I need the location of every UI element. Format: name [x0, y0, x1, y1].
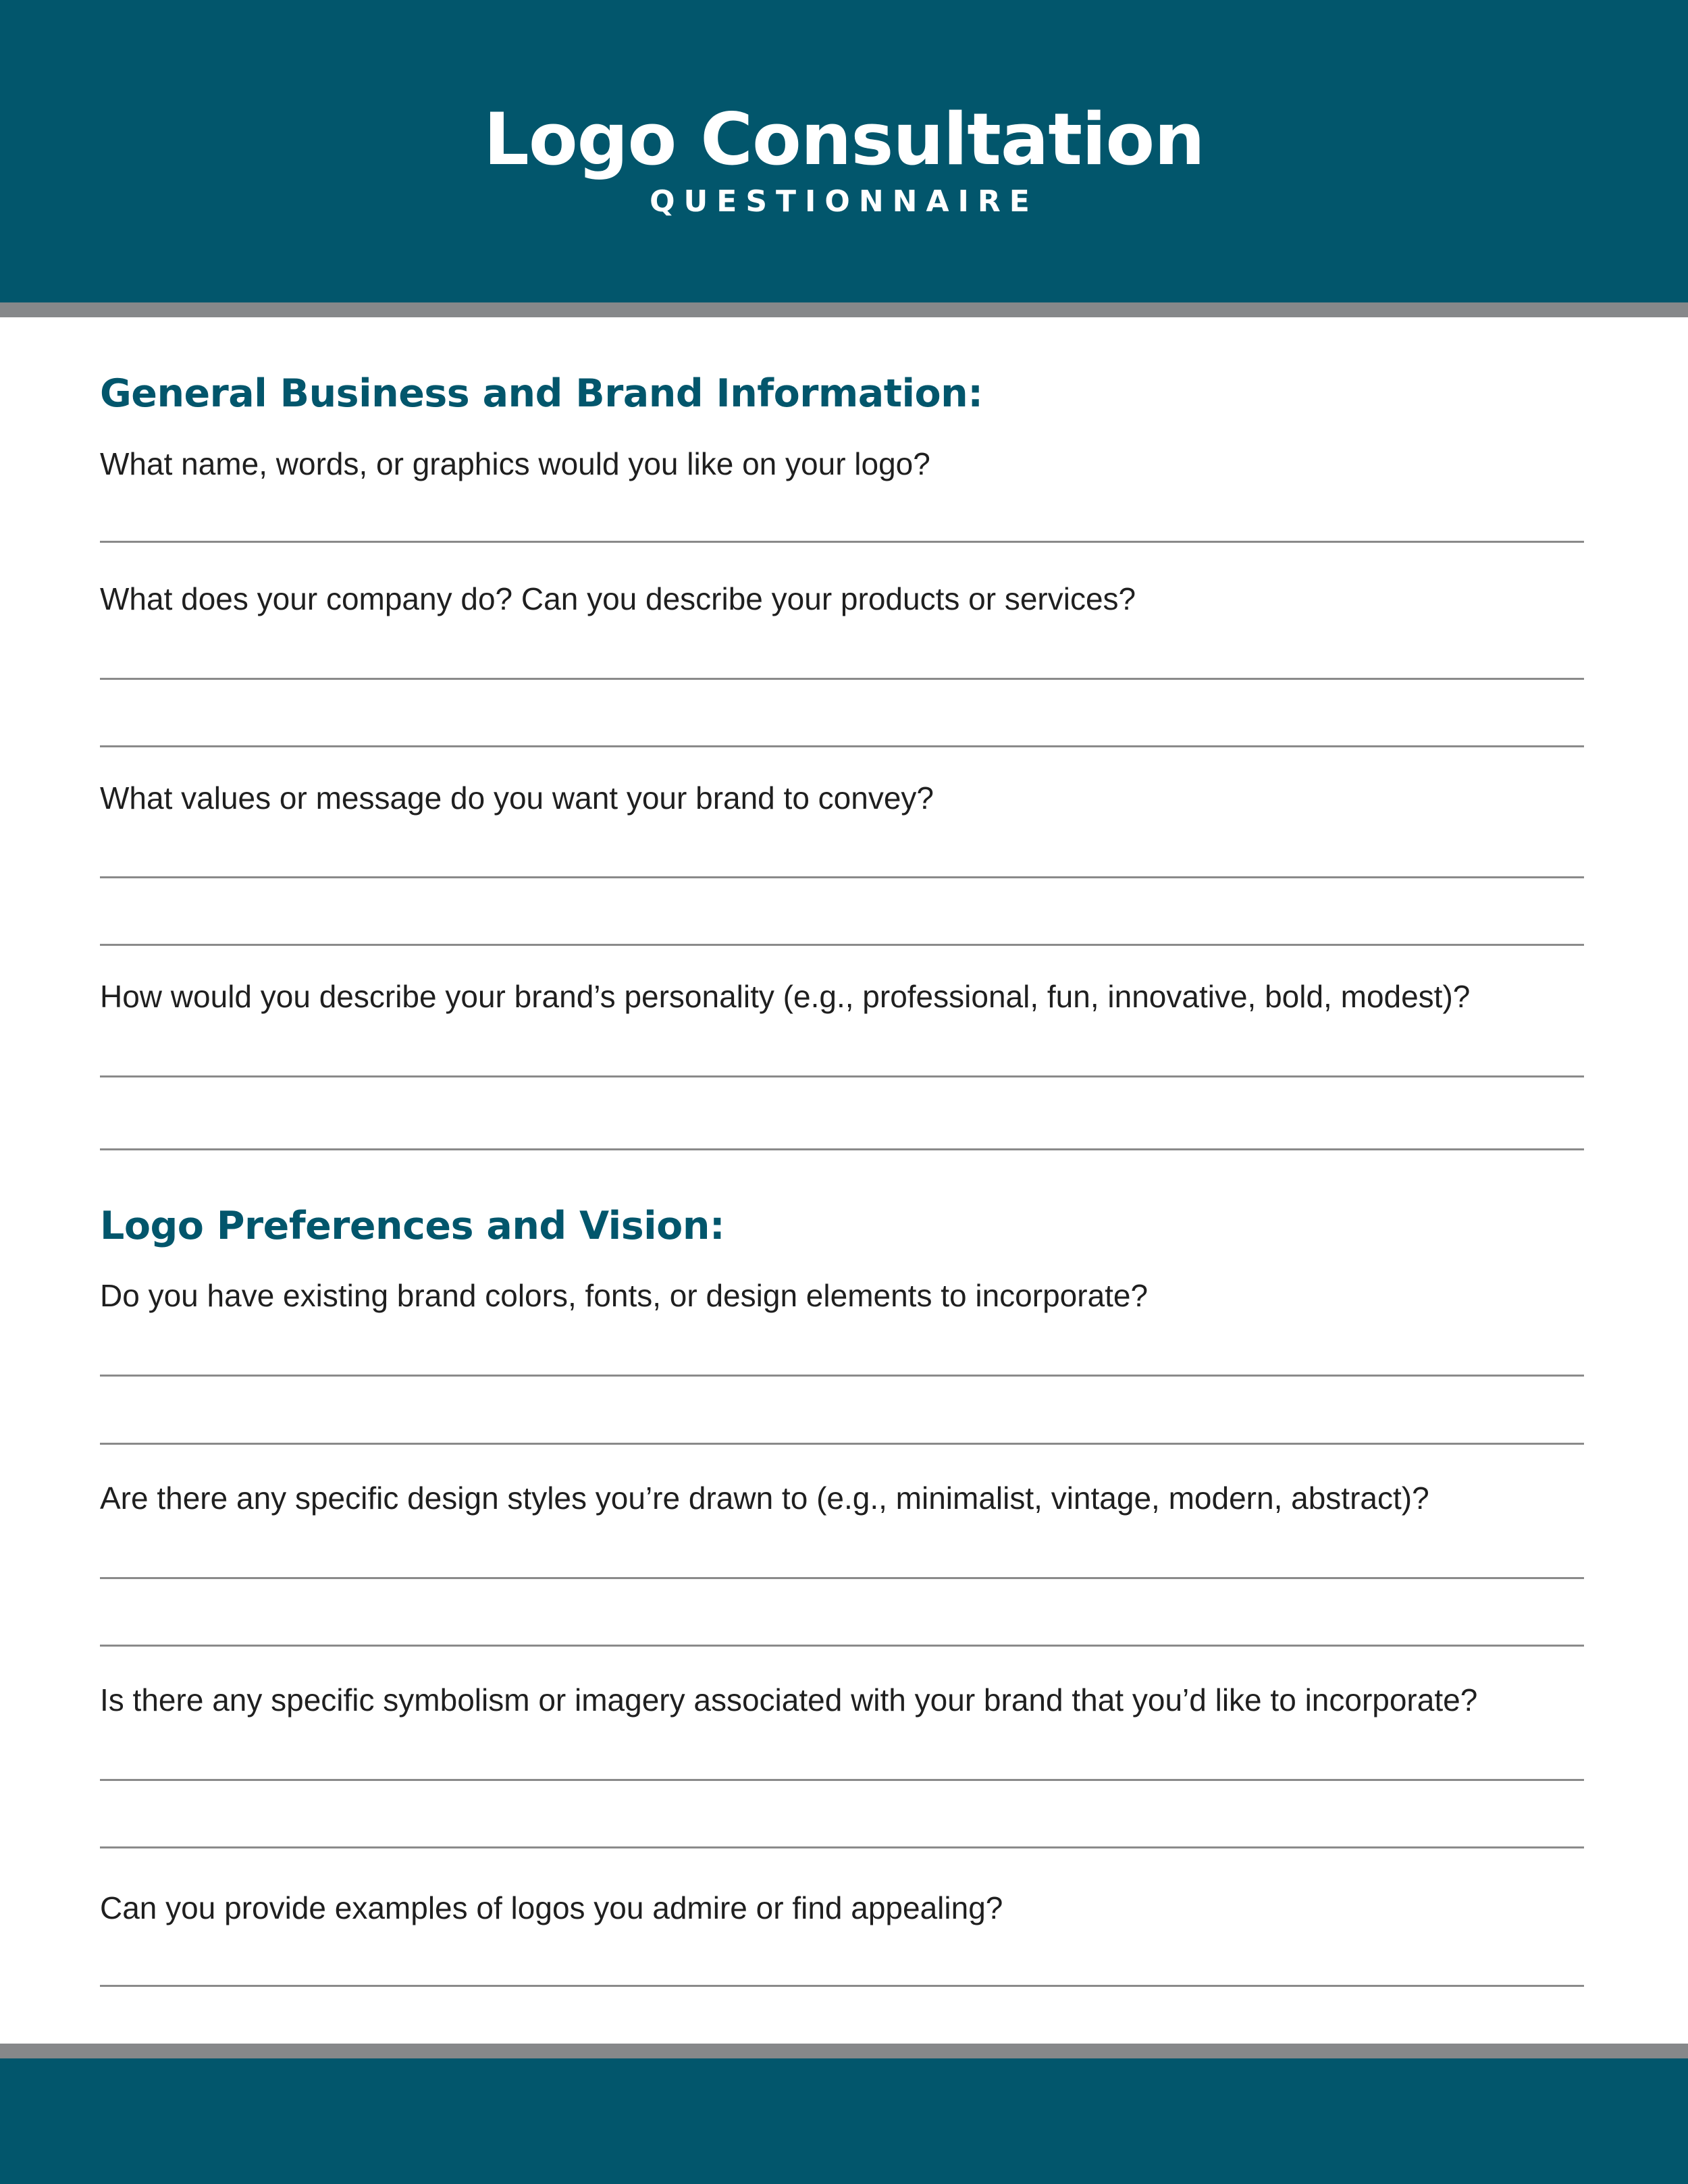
- question-brand-personality: How would you describe your brand’s personality (e.g., professional, fun, innovative, bold, modest)?: [100, 979, 1471, 1014]
- answer-line[interactable]: [100, 745, 1584, 747]
- answer-line[interactable]: [100, 1645, 1584, 1647]
- page-title: Logo Consultation: [483, 98, 1205, 181]
- answer-line[interactable]: [100, 1577, 1584, 1579]
- header-divider: [0, 302, 1688, 317]
- question-company-description: What does your company do? Can you describe your products or services?: [100, 581, 1136, 616]
- page-subtitle: QUESTIONNAIRE: [650, 184, 1038, 219]
- question-logo-content: What name, words, or graphics would you like on your logo?: [100, 446, 930, 481]
- question-brand-values: What values or message do you want your brand to convey?: [100, 780, 934, 816]
- answer-line[interactable]: [100, 876, 1584, 878]
- answer-line[interactable]: [100, 678, 1584, 680]
- question-existing-brand-elements: Do you have existing brand colors, fonts, or design elements to incorporate?: [100, 1278, 1149, 1313]
- answer-line[interactable]: [100, 1779, 1584, 1781]
- question-admired-logos: Can you provide examples of logos you admire or find appealing?: [100, 1890, 1003, 1925]
- question-design-styles: Are there any specific design styles you’re drawn to (e.g., minimalist, vintage, modern, abstract)?: [100, 1481, 1429, 1516]
- answer-line[interactable]: [100, 1148, 1584, 1150]
- section-heading-logo-preferences: Logo Preferences and Vision:: [100, 1204, 725, 1248]
- section-heading-general: General Business and Brand Information:: [100, 371, 983, 416]
- answer-line[interactable]: [100, 1075, 1584, 1077]
- footer-divider: [0, 2044, 1688, 2058]
- answer-line[interactable]: [100, 1985, 1584, 1987]
- answer-line[interactable]: [100, 944, 1584, 946]
- answer-line[interactable]: [100, 1443, 1584, 1445]
- footer-banner: [0, 2058, 1688, 2184]
- question-symbolism-imagery: Is there any specific symbolism or imagery associated with your brand that you’d like to incorporate?: [100, 1682, 1478, 1717]
- answer-line[interactable]: [100, 1375, 1584, 1377]
- answer-line[interactable]: [100, 1846, 1584, 1848]
- answer-line[interactable]: [100, 541, 1584, 543]
